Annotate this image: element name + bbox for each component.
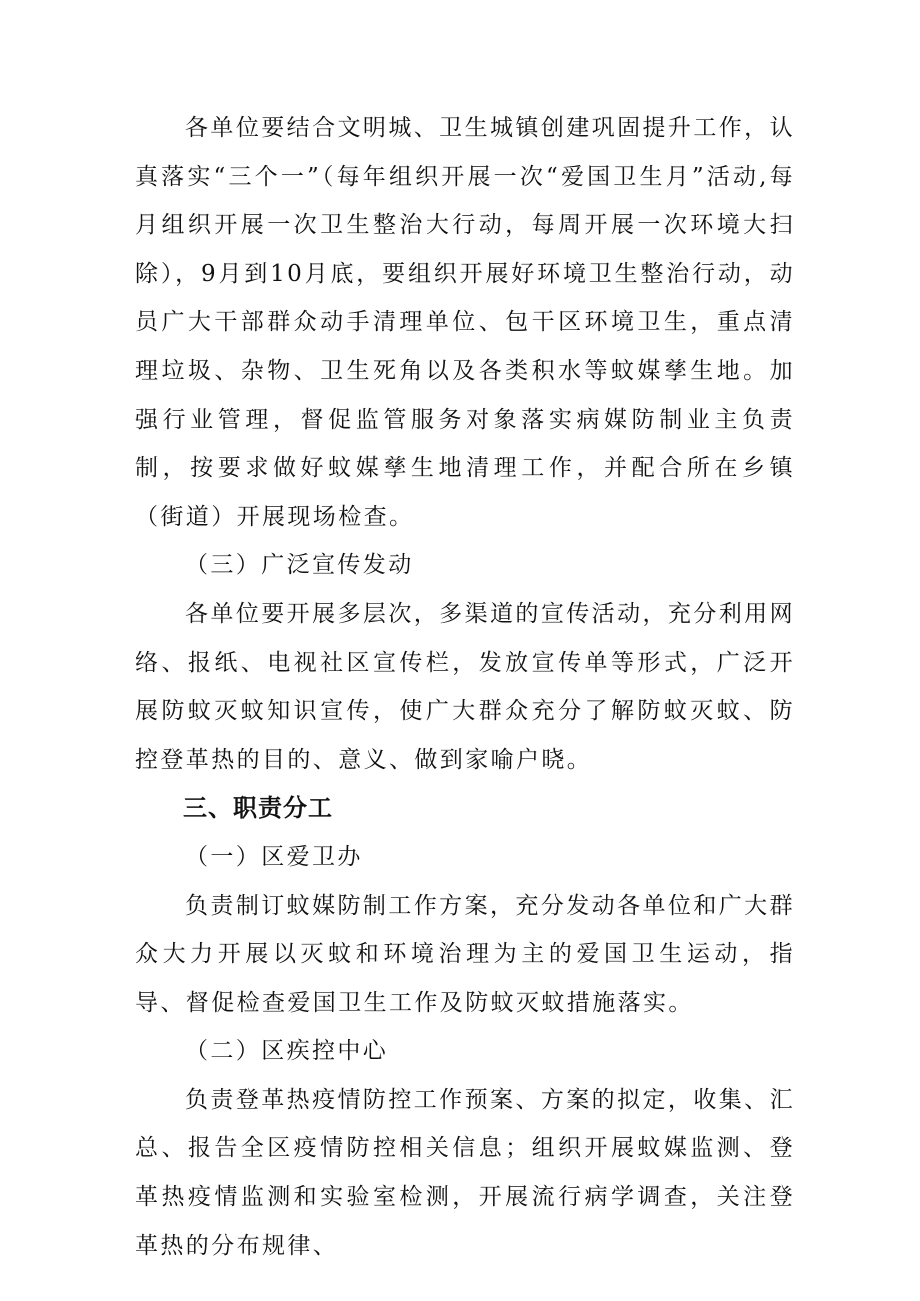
subheading-patriotic-health-office: （一）区爱卫办: [185, 843, 363, 870]
paragraph-sanitation-campaign: 各单位要结合文明城、卫生城镇创建巩固提升工作，认真落实“三个一”（每年组织开展一次“爱国卫生月”活动,每月组织开展一次卫生整治大行动，每周开展一次环境大扫除），9月到10月底，要组织开展好环境卫生整治行动，动员广大干部群众动手清理单位、包干区环境卫生，重点清理垃圾、杂物、卫生死角以及各类积水等蚊媒孳生地。加强行业管理，督促监管服务对象落实病媒防制业主负责制，按要求做好蚊媒孳生地清理工作，并配合所在乡镇（街道）开展现场检查。: [135, 115, 795, 530]
document-page: [135, 104, 795, 1270]
paragraph-cdc: 负责登革热疫情防控工作预案、方案的拟定，收集、汇总、报告全区疫情防控相关信息；组织开展蚊媒监测、登革热疫情监测和实验室检测，开展流行病学调查，关注登革热的分布规律、: [135, 1086, 795, 1259]
subheading-publicity: （三）广泛宣传发动: [185, 552, 414, 579]
section-heading-responsibilities: 三、职责分工: [183, 794, 333, 823]
subheading-cdc: （二）区疾控中心: [185, 1038, 389, 1065]
paragraph-publicity: 各单位要开展多层次，多渠道的宣传活动，充分利用网络、报纸、电视社区宣传栏，发放宣传单等形式，广泛开展防蚊灭蚊知识宣传，使广大群众充分了解防蚊灭蚊、防控登革热的目的、意义、做到家喻户晓。: [135, 600, 795, 773]
paragraph-patriotic-health-office: 负责制订蚊媒防制工作方案，充分发动各单位和广大群众大力开展以灭蚊和环境治理为主的爱国卫生运动，指导、督促检查爱国卫生工作及防蚊灭蚊措施落实。: [135, 892, 795, 1016]
